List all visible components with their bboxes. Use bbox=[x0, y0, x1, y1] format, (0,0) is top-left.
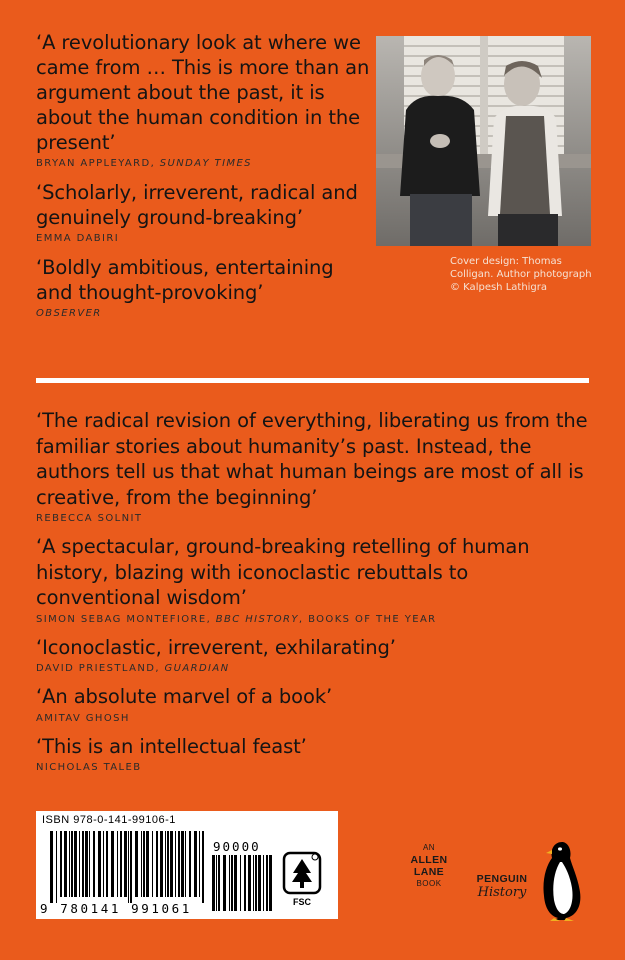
quote-text: ‘The radical revision of everything, liberating us from the familiar stories about humanity’s past. Instead, the authors tell us that what human beings are most of all is creative, from the beginning’ bbox=[36, 409, 588, 509]
price-code: 90000 bbox=[213, 839, 261, 854]
isbn-label: ISBN 978-0-141-99106-1 bbox=[42, 814, 176, 826]
top-quotes bbox=[36, 30, 371, 330]
quote-block bbox=[36, 408, 596, 526]
barcode-bar bbox=[263, 855, 264, 911]
barcode-box bbox=[36, 811, 338, 919]
barcode-bar bbox=[165, 831, 166, 897]
barcode-bar bbox=[93, 831, 95, 897]
barcode-bar bbox=[98, 831, 101, 897]
barcode-bar bbox=[258, 855, 261, 911]
barcode-bar bbox=[64, 831, 67, 897]
quote-block bbox=[36, 635, 596, 677]
barcode-bar bbox=[212, 855, 215, 911]
barcode-bar bbox=[231, 855, 233, 911]
barcode-bar bbox=[128, 831, 129, 903]
series-name: History bbox=[477, 885, 527, 900]
quote-author: SIMON SEBAG MONTEFIORE, bbox=[36, 613, 216, 625]
barcode-bar bbox=[135, 831, 138, 897]
quote-text: ‘Boldly ambitious, entertaining and thought-provoking’ bbox=[36, 256, 334, 304]
barcode-bar bbox=[71, 831, 73, 897]
barcode-bar bbox=[103, 831, 104, 897]
quote-block bbox=[36, 30, 371, 171]
quote-text: ‘A spectacular, ground-breaking retelling of human history, blazing with iconoclastic rebuttals to conventional wisdom’ bbox=[36, 535, 530, 609]
barcode-bar bbox=[130, 831, 132, 903]
barcode-bar bbox=[223, 855, 226, 911]
quote-author: EMMA DABIRI bbox=[36, 233, 120, 244]
barcode-bar bbox=[240, 855, 241, 911]
quote-block bbox=[36, 180, 371, 246]
barcode-bar bbox=[50, 831, 53, 903]
barcode-bar bbox=[218, 855, 220, 911]
barcode-bar bbox=[152, 831, 153, 897]
barcode-bar bbox=[111, 831, 114, 897]
barcode-bar bbox=[269, 855, 272, 911]
barcode-bar bbox=[248, 855, 251, 911]
fsc-label: FSC bbox=[293, 897, 311, 907]
barcode-bar bbox=[216, 855, 217, 911]
divider bbox=[36, 378, 589, 383]
quote-attribution bbox=[36, 662, 596, 676]
imprint-lane: LANE bbox=[413, 866, 445, 878]
barcode-bar bbox=[89, 831, 90, 897]
barcode-bar bbox=[141, 831, 142, 897]
barcode-bar bbox=[181, 831, 184, 897]
quote-text: ‘A revolutionary look at where we came from … This is more than an argument about the past, it is about the human condition in the present’ bbox=[36, 31, 370, 154]
barcode-bar bbox=[202, 831, 204, 903]
fsc-tree-icon bbox=[282, 851, 322, 895]
quote-attribution bbox=[36, 512, 596, 526]
barcode-bar bbox=[56, 831, 57, 903]
quote-author: NICHOLAS TALEB bbox=[36, 762, 142, 773]
imprint-book: BOOK bbox=[416, 879, 442, 888]
barcode-bar bbox=[74, 831, 77, 897]
quote-attribution bbox=[36, 307, 371, 321]
quote-text: ‘An absolute marvel of a book’ bbox=[36, 685, 333, 708]
barcode-bar bbox=[194, 831, 197, 897]
barcode-bar bbox=[79, 831, 80, 897]
quote-source: OBSERVER bbox=[36, 308, 102, 319]
barcode-bar bbox=[175, 831, 176, 897]
barcode-bar bbox=[255, 855, 257, 911]
quote-author: REBECCA SOLNIT bbox=[36, 513, 143, 524]
barcode-bar bbox=[266, 855, 268, 911]
quote-text: ‘Iconoclastic, irreverent, exhilarating’ bbox=[36, 635, 396, 659]
publisher-name: PENGUIN bbox=[476, 873, 528, 885]
barcode-bar bbox=[189, 831, 191, 897]
penguin-icon bbox=[534, 838, 592, 922]
quote-source: GUARDIAN bbox=[164, 663, 230, 674]
quote-source: BBC HISTORY bbox=[215, 613, 299, 625]
imprint-allen: ALLEN bbox=[410, 854, 448, 866]
barcode-bar bbox=[170, 831, 173, 897]
quote-attribution bbox=[36, 712, 596, 726]
quote-attribution bbox=[36, 157, 371, 171]
quote-block bbox=[36, 255, 371, 321]
barcode-bar bbox=[82, 831, 84, 897]
bottom-quotes bbox=[36, 408, 596, 783]
quote-text: ‘This is an intellectual feast’ bbox=[36, 734, 307, 758]
isbn-digits: 9 780141 991061 bbox=[40, 901, 192, 916]
quote-text: ‘Scholarly, irreverent, radical and genuinely ground-breaking’ bbox=[36, 181, 358, 229]
quote-source: SUNDAY TIMES bbox=[159, 158, 252, 169]
barcode-bar bbox=[156, 831, 158, 897]
quote-attribution bbox=[36, 761, 596, 775]
quote-suffix: , BOOKS OF THE YEAR bbox=[298, 613, 437, 625]
imprint-an: AN bbox=[422, 843, 436, 852]
quote-block bbox=[36, 684, 596, 726]
barcode-bar bbox=[199, 831, 200, 897]
barcode-bar bbox=[69, 831, 70, 897]
barcode-bar bbox=[178, 831, 180, 897]
barcode-bar bbox=[120, 831, 122, 897]
barcode-bar bbox=[234, 855, 237, 911]
quote-author: AMITAV GHOSH bbox=[36, 712, 130, 724]
barcode-bar bbox=[143, 831, 145, 897]
barcode-bar bbox=[244, 855, 246, 911]
barcode-bar bbox=[160, 831, 163, 897]
barcode-bar bbox=[124, 831, 127, 897]
quote-block bbox=[36, 534, 596, 627]
fsc-logo bbox=[282, 851, 330, 909]
quote-attribution bbox=[36, 613, 596, 627]
quote-author: DAVID PRIESTLAND, bbox=[36, 663, 165, 674]
barcode-bar bbox=[85, 831, 88, 897]
barcode-bar bbox=[60, 831, 62, 897]
barcode-bar bbox=[185, 831, 186, 897]
author-photo-illustration bbox=[376, 36, 591, 246]
barcode-bar bbox=[253, 855, 254, 911]
barcode-bar bbox=[106, 831, 108, 897]
barcode-bar bbox=[229, 855, 230, 911]
barcode-bar bbox=[146, 831, 149, 897]
quote-block bbox=[36, 734, 596, 776]
imprint-logo bbox=[398, 842, 460, 890]
barcode-bar bbox=[167, 831, 169, 897]
barcode-bar bbox=[117, 831, 118, 897]
photo-credit: Cover design: Thomas Colligan. Author photograph © Kalpesh Lathigra bbox=[450, 256, 592, 293]
author-photo bbox=[376, 36, 591, 246]
quote-attribution bbox=[36, 232, 371, 246]
price-barcode-bars bbox=[208, 855, 278, 915]
quote-author: BRYAN APPLEYARD, bbox=[36, 158, 160, 169]
series-logo bbox=[470, 872, 534, 900]
